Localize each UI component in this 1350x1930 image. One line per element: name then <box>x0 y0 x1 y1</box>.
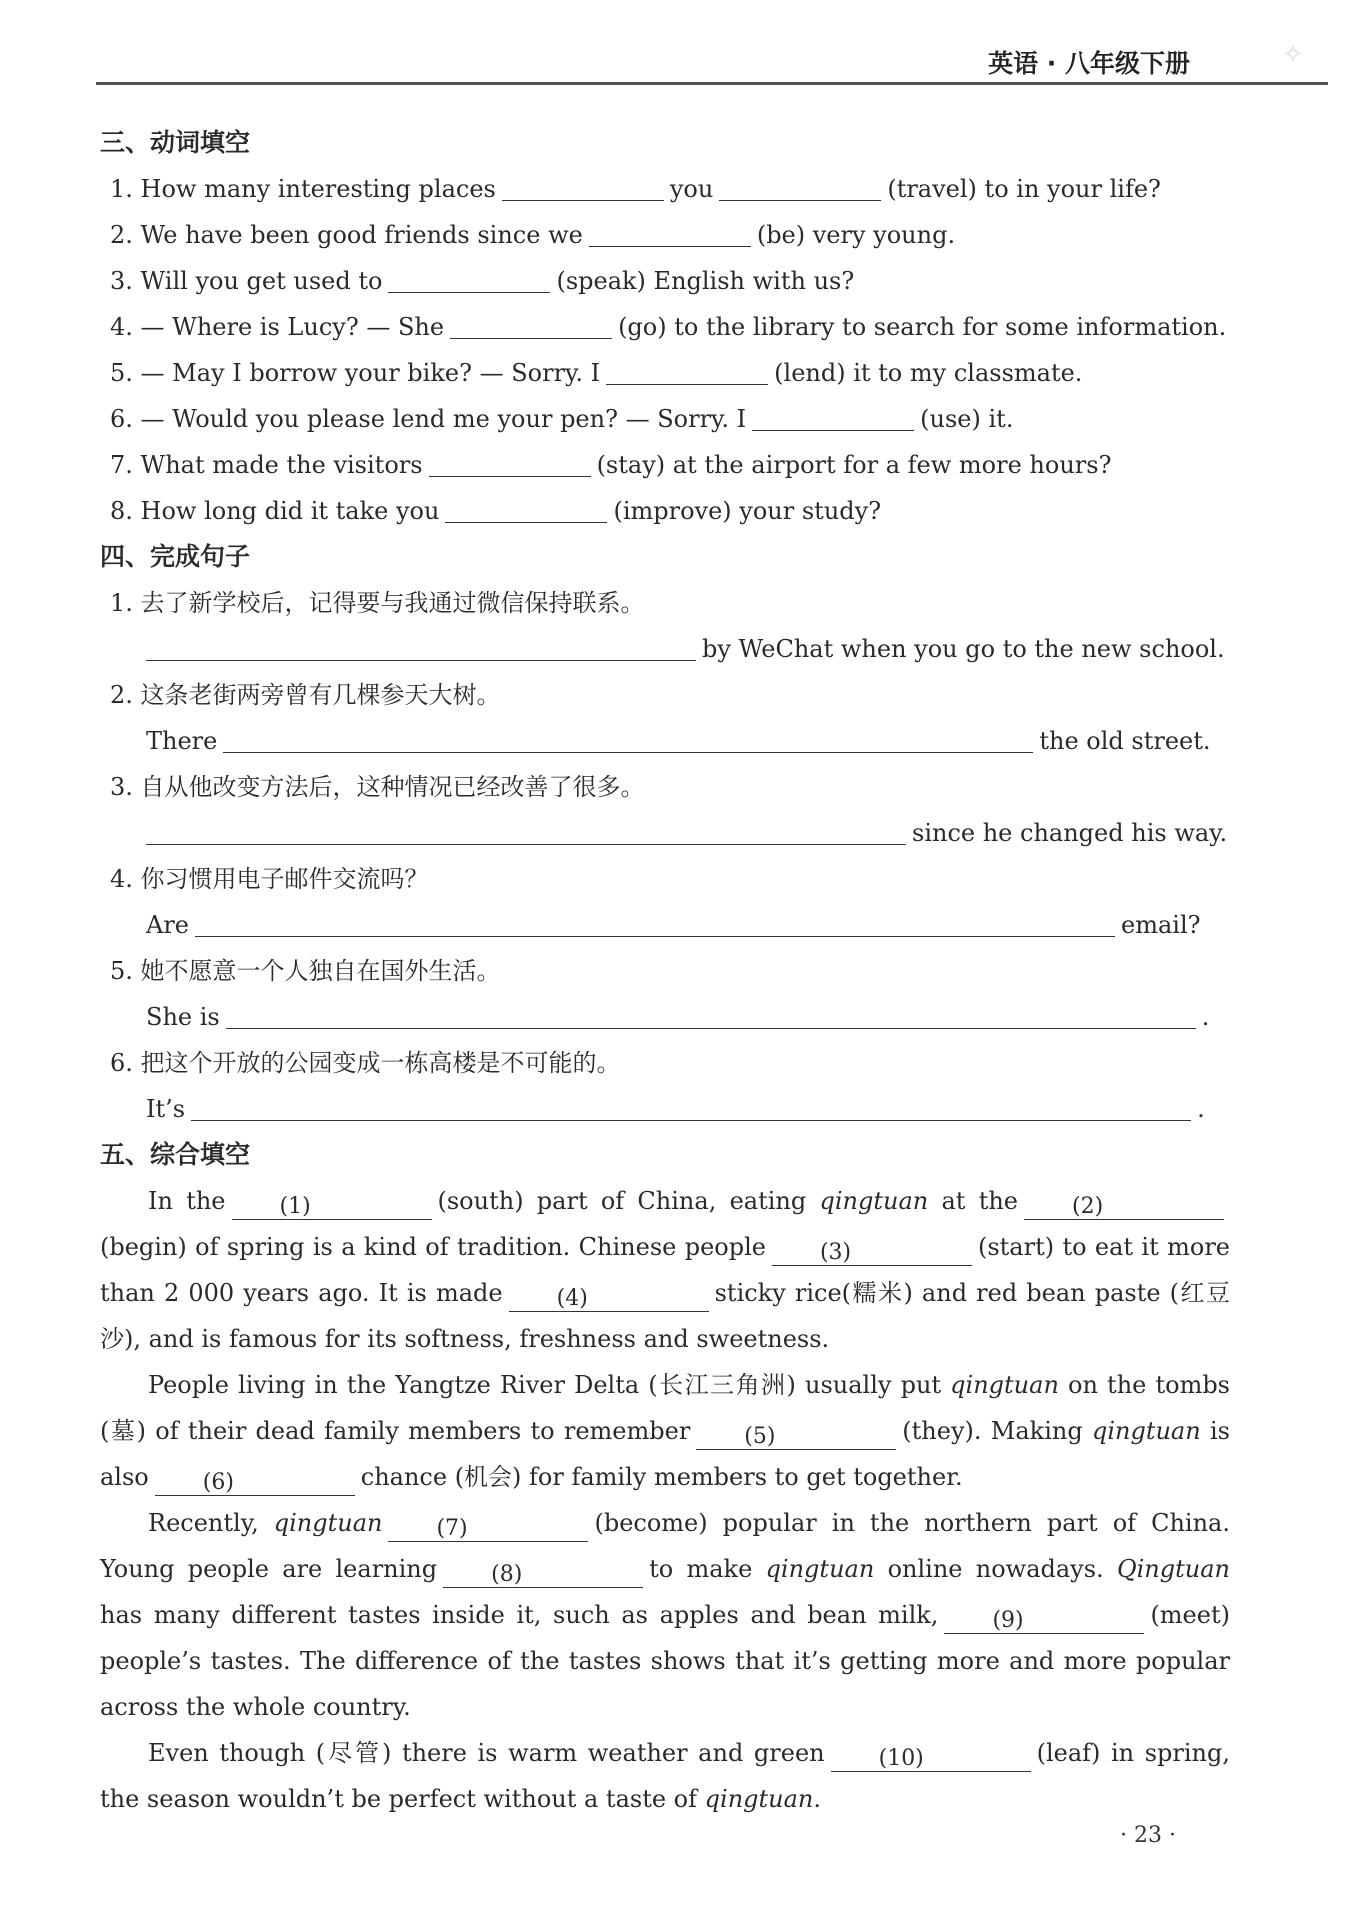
answer-line: since he changed his way. <box>100 810 1230 856</box>
cloze-blank[interactable]: (7) <box>388 1513 588 1542</box>
answer-line: There the old street. <box>100 718 1230 764</box>
cloze-blank[interactable]: (3) <box>772 1237 972 1266</box>
answer-line: It’s . <box>100 1086 1230 1132</box>
chinese-prompt: 2. 这条老街两旁曾有几棵参天大树。 <box>110 681 501 709</box>
answer-blank[interactable] <box>589 218 751 247</box>
header-title: 英语 · 八年级下册 <box>988 49 1190 78</box>
answer-blank[interactable] <box>146 632 696 661</box>
chinese-prompt: 6. 把这个开放的公园变成一栋高楼是不可能的。 <box>110 1049 621 1077</box>
cloze-passage <box>100 1178 1230 1822</box>
question-item: 6. — Would you please lend me your pen? — Sorry. I (use) it. <box>100 396 1230 442</box>
passage-paragraph: Even though (尽管) there is warm weather and green (10) (leaf) in spring, the season wouldn’t be perfect without a taste of qingtuan. <box>100 1739 1230 1813</box>
corner-decoration-icon: ✧ <box>1282 40 1304 70</box>
answer-blank[interactable] <box>223 724 1033 753</box>
chinese-prompt: 3. 自从他改变方法后，这种情况已经改善了很多。 <box>110 773 645 801</box>
question-item: 2. We have been good friends since we (be) very young. <box>100 212 1230 258</box>
cloze-blank[interactable]: (8) <box>443 1559 643 1588</box>
answer-line: She is . <box>100 994 1230 1040</box>
answer-line: Are email? <box>100 902 1230 948</box>
cloze-blank[interactable]: (5) <box>696 1421 896 1450</box>
chinese-prompt: 4. 你习惯用电子邮件交流吗？ <box>110 865 429 893</box>
answer-blank[interactable] <box>719 172 881 201</box>
question-item: 8. How long did it take you (improve) your study? <box>100 488 1230 534</box>
answer-blank[interactable] <box>445 494 607 523</box>
verb-fill-list <box>100 166 1230 534</box>
cloze-blank[interactable]: (4) <box>509 1283 709 1312</box>
answer-blank[interactable] <box>191 1092 1191 1121</box>
section-title-complete-sentences: 四、完成句子 <box>100 542 251 571</box>
answer-blank[interactable] <box>226 1000 1196 1029</box>
answer-blank[interactable] <box>146 816 906 845</box>
page-number: · 23 · <box>1120 1823 1176 1848</box>
answer-blank[interactable] <box>388 264 550 293</box>
section-title-cloze: 五、综合填空 <box>100 1140 251 1169</box>
cloze-blank[interactable]: (1) <box>232 1191 432 1220</box>
question-item: 5. — May I borrow your bike? — Sorry. I (lend) it to my classmate. <box>100 350 1230 396</box>
passage-paragraph: People living in the Yangtze River Delta (长江三角洲) usually put qingtuan on the tombs (墓) of their dead family members to remember (5) (they). Making qingtuan is also (6) chance (机会) for family members to get together. <box>100 1371 1231 1495</box>
question-item: 1. How many interesting places you (travel) to in your life? <box>100 166 1230 212</box>
answer-blank[interactable] <box>429 448 591 477</box>
question-item: 7. What made the visitors (stay) at the airport for a few more hours? <box>100 442 1230 488</box>
cloze-blank[interactable]: (6) <box>155 1467 355 1496</box>
answer-blank[interactable] <box>606 356 768 385</box>
cloze-blank[interactable]: (2) <box>1024 1191 1224 1220</box>
chinese-prompt: 1. 去了新学校后，记得要与我通过微信保持联系。 <box>110 589 645 617</box>
chinese-prompt: 5. 她不愿意一个人独自在国外生活。 <box>110 957 501 985</box>
worksheet-content <box>100 120 1230 1822</box>
header-rule <box>96 82 1328 85</box>
translation-list <box>100 580 1230 1132</box>
passage-paragraph: Recently, qingtuan (7) (become) popular in the northern part of China. Young people are learning (8) to make qingtuan online nowadays. Qingtuan has many different tastes inside it, such as apples and bean milk, (9) (meet) people’s tastes. The difference of the tastes shows that it’s getting more and more popular across the whole country. <box>100 1509 1230 1721</box>
answer-blank[interactable] <box>195 908 1115 937</box>
cloze-blank[interactable]: (10) <box>831 1743 1031 1772</box>
passage-paragraph: In the (1) (south) part of China, eating qingtuan at the (2) (begin) of spring is a kind of tradition. Chinese people (3) (start) to eat it more than 2 000 years ago. It is made (4) sticky rice(糯米) and red bean paste (红豆沙), and is famous for its softness, freshness and sweetness. <box>100 1187 1230 1353</box>
section-title-verb-fill: 三、动词填空 <box>100 128 251 157</box>
question-item: 3. Will you get used to (speak) English with us? <box>100 258 1230 304</box>
answer-blank[interactable] <box>450 310 612 339</box>
cloze-blank[interactable]: (9) <box>944 1605 1144 1634</box>
answer-blank[interactable] <box>752 402 914 431</box>
question-item: 4. — Where is Lucy? — She (go) to the library to search for some information. <box>100 304 1230 350</box>
answer-blank[interactable] <box>502 172 664 201</box>
answer-line: by WeChat when you go to the new school. <box>100 626 1230 672</box>
